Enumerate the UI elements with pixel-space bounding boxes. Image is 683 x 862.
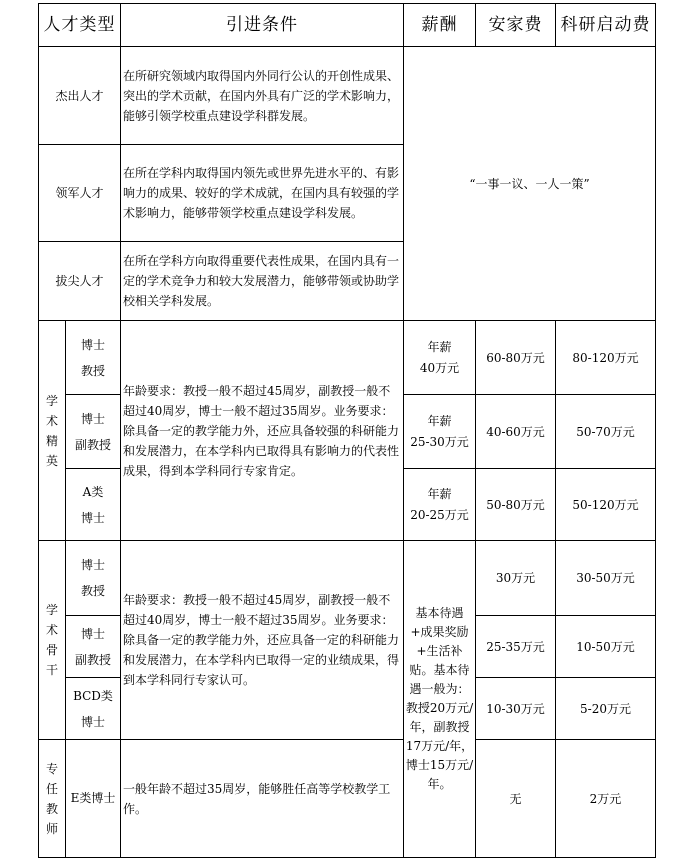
housing-cell: 50-80万元 bbox=[476, 469, 556, 541]
subtype-cell: 博士 副教授 bbox=[66, 616, 121, 678]
subtype-cell: BCD类 博士 bbox=[66, 678, 121, 740]
conditions-fulltime: 一般年龄不超过35周岁，能够胜任高等学校教学工作。 bbox=[121, 740, 404, 858]
research-cell: 30-50万元 bbox=[556, 541, 656, 616]
salary-cell: 年薪 40万元 bbox=[404, 321, 476, 395]
subtype-cell: 博士 教授 bbox=[66, 321, 121, 395]
subtype-cell: A类 博士 bbox=[66, 469, 121, 541]
subtype-cell: 博士 副教授 bbox=[66, 395, 121, 469]
research-cell: 80-120万元 bbox=[556, 321, 656, 395]
header-conditions: 引进条件 bbox=[121, 4, 404, 47]
housing-cell: 25-35万元 bbox=[476, 616, 556, 678]
type-leading: 领军人才 bbox=[39, 145, 121, 242]
research-cell: 10-50万元 bbox=[556, 616, 656, 678]
table-row-fulltime bbox=[39, 740, 656, 858]
group-fulltime-teacher: 专 任 教 师 bbox=[39, 740, 66, 858]
table-row-outstanding bbox=[39, 47, 656, 145]
subtype-cell: E类博士 bbox=[66, 740, 121, 858]
research-cell: 50-120万元 bbox=[556, 469, 656, 541]
negotiated-cell: “一事一议、一人一策” bbox=[404, 47, 656, 321]
conditions-leading: 在所在学科内取得国内领先或世界先进水平的、有影响力的成果、较好的学术成就，在国内具有较强的学术影响力，能够带领学校重点建设学科发展。 bbox=[121, 145, 404, 242]
table-row bbox=[39, 541, 656, 616]
research-cell: 5-20万元 bbox=[556, 678, 656, 740]
housing-cell: 30万元 bbox=[476, 541, 556, 616]
housing-cell: 40-60万元 bbox=[476, 395, 556, 469]
talent-introduction-table bbox=[38, 3, 656, 858]
group-academic-backbone: 学 术 骨 干 bbox=[39, 541, 66, 740]
conditions-top-talent: 在所在学科方向取得重要代表性成果，在国内具有一定的学术竞争力和较大发展潜力，能够带领或协助学校相关学科发展。 bbox=[121, 242, 404, 321]
housing-cell: 10-30万元 bbox=[476, 678, 556, 740]
housing-cell: 无 bbox=[476, 740, 556, 858]
header-salary: 薪酬 bbox=[404, 4, 476, 47]
header-housing: 安家费 bbox=[476, 4, 556, 47]
conditions-academic-elite: 年龄要求：教授一般不超过45周岁，副教授一般不超过40周岁，博士一般不超过35周岁。业务要求：除具备一定的教学能力外，还应具备较强的科研能力和发展潜力，在本学科内已取得具有影响力的代表性成果，得到本学科同行专家肯定。 bbox=[121, 321, 404, 541]
header-row bbox=[39, 4, 656, 47]
type-top-talent: 拔尖人才 bbox=[39, 242, 121, 321]
salary-cell: 年薪 25-30万元 bbox=[404, 395, 476, 469]
research-cell: 2万元 bbox=[556, 740, 656, 858]
table-row bbox=[39, 321, 656, 395]
conditions-outstanding: 在所研究领域内取得国内外同行公认的开创性成果、突出的学术贡献，在国内外具有广泛的学术影响力，能够引领学校重点建设学科群发展。 bbox=[121, 47, 404, 145]
subtype-cell: 博士 教授 bbox=[66, 541, 121, 616]
salary-backbone-cell: 基本待遇+成果奖励+生活补贴。基本待遇一般为：教授20万元/年，副教授17万元/年，博士15万元/年。 bbox=[404, 541, 476, 858]
header-type: 人才类型 bbox=[39, 4, 121, 47]
group-academic-elite: 学 术 精 英 bbox=[39, 321, 66, 541]
type-outstanding: 杰出人才 bbox=[39, 47, 121, 145]
research-cell: 50-70万元 bbox=[556, 395, 656, 469]
salary-cell: 年薪 20-25万元 bbox=[404, 469, 476, 541]
conditions-academic-backbone: 年龄要求：教授一般不超过45周岁，副教授一般不超过40周岁，博士一般不超过35周岁。业务要求：除具备一定的教学能力外，还应具备一定的科研能力和发展潜力，在本学科内已取得一定的业绩成果，得到本学科同行专家认可。 bbox=[121, 541, 404, 740]
header-research: 科研启动费 bbox=[556, 4, 656, 47]
housing-cell: 60-80万元 bbox=[476, 321, 556, 395]
